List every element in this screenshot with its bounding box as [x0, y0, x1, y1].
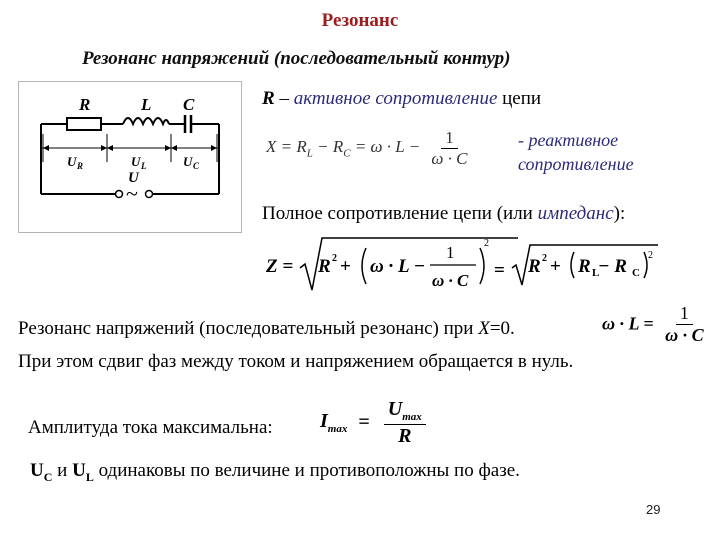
svg-text:R: R — [578, 256, 591, 277]
label-ur-sub: R — [77, 161, 84, 171]
circuit-diagram — [18, 81, 242, 233]
label-ur: U — [67, 154, 77, 169]
slide-title: Резонанс — [321, 10, 399, 31]
page-number: 29 — [646, 502, 661, 517]
svg-text:− R: − R — [598, 256, 627, 277]
reactive-label: - реактивное сопротивление — [518, 130, 634, 174]
capacitor-symbol — [185, 115, 191, 133]
reactance-formula: $X = R_L - R_C = \omega \cdot L$ − $\frac{1}{\omega \cdot C}$ — [266, 128, 468, 168]
resonance-text: Резонанс напряжений (последовательный резонанс) при X=0. — [18, 318, 515, 339]
label-u: U — [128, 170, 139, 186]
svg-text:ω · C: ω · C — [432, 271, 469, 290]
resonance-formula: ω · L = $\frac{1}{\omega \cdot C}$ — [602, 303, 704, 345]
label-c: C — [183, 95, 195, 114]
source-symbol: ~ — [126, 181, 138, 206]
phase-text: При этом сдвиг фаз между током и напряжением обращается в нуль. — [18, 351, 574, 372]
svg-text:2: 2 — [332, 253, 337, 264]
svg-text:2: 2 — [648, 250, 653, 261]
svg-text:C: C — [632, 267, 640, 279]
svg-text:L: L — [592, 267, 600, 279]
label-ul: U — [131, 154, 141, 169]
circuit-svg — [19, 82, 241, 232]
label-uc: U — [183, 154, 193, 169]
svg-text:R: R — [528, 256, 541, 277]
final-text: $U_C$ и $U_L$ одинаковы по величине и противоположны по фазе. — [30, 460, 520, 484]
svg-text:+: + — [340, 256, 351, 277]
label-l: L — [141, 95, 152, 114]
svg-text:Z =: Z = — [266, 256, 294, 277]
svg-text:2: 2 — [484, 238, 489, 249]
svg-text:R: R — [318, 256, 331, 277]
resistor-symbol — [67, 118, 101, 130]
slide-subtitle: Резонанс напряжений (последовательный контур) — [82, 48, 511, 69]
label-uc-sub: C — [193, 161, 200, 171]
label-r: R — [79, 95, 91, 114]
imax-formula: $I_{max}$ = $\frac{U_{max}}{R}$ — [320, 398, 429, 448]
amplitude-text: Амплитуда тока максимальна: — [28, 417, 273, 438]
svg-text:2: 2 — [542, 253, 547, 264]
svg-text:+: + — [550, 256, 561, 277]
svg-text:ω · L −: ω · L − — [370, 256, 426, 277]
inductor-symbol — [123, 118, 169, 124]
impedance-text: Полное сопротивление цепи (или импеданс): — [262, 203, 626, 224]
svg-text:=: = — [494, 260, 505, 281]
r-definition: R – активное сопротивление цепи — [262, 88, 542, 109]
label-ul-sub: L — [141, 161, 147, 171]
svg-text:1: 1 — [446, 243, 455, 262]
